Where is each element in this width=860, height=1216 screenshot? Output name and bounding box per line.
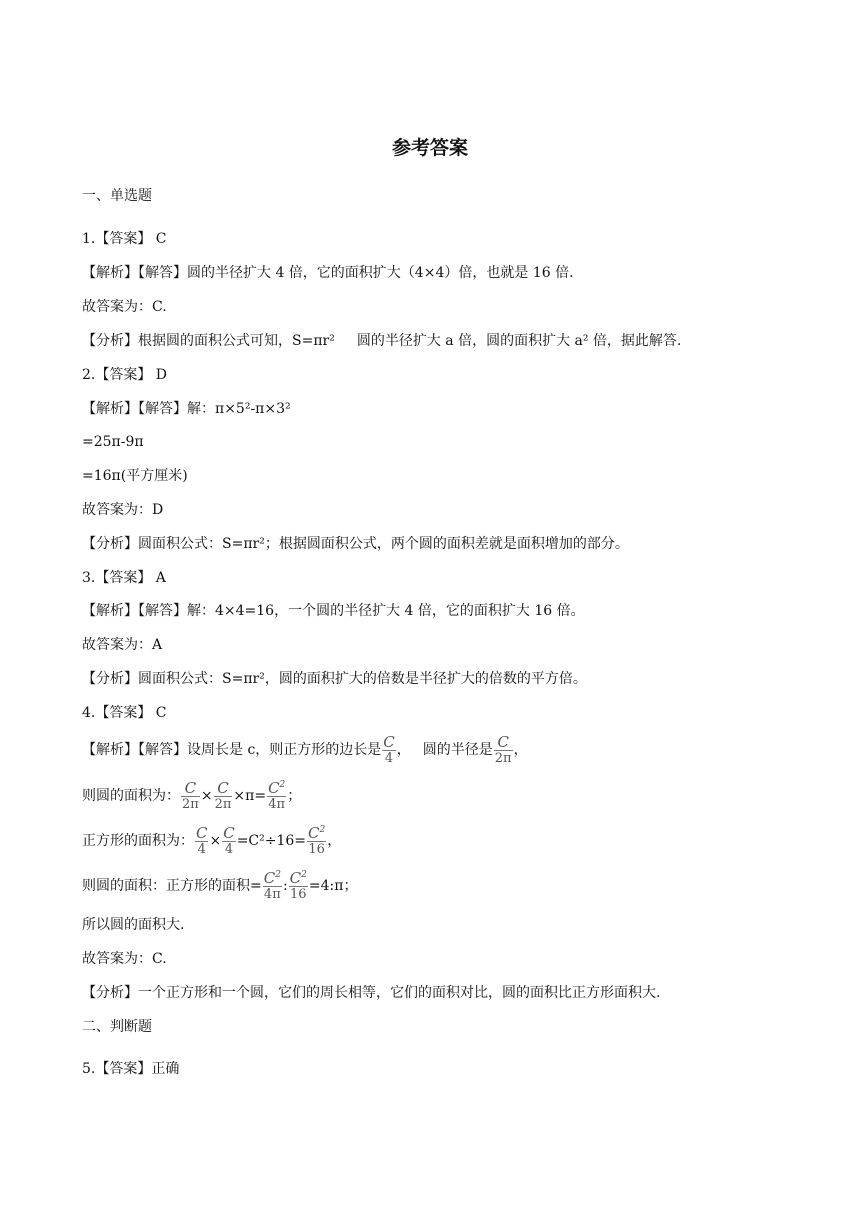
- q5-answer: 5.【答案】正确: [82, 1061, 180, 1077]
- q4-conclusion: 故答案为：C.: [82, 951, 167, 967]
- q4-ratio-label: 则圆的面积：正方形的面积=: [82, 878, 262, 894]
- q4-square-area: 正方形的面积为： $\frac{C}{4}$ × $\frac{C}{4}$ =C²÷16= $\frac{C^2}{16}$ ，: [82, 824, 342, 857]
- q4-answer: 4.【答案】 C: [82, 705, 167, 721]
- q4-analysis-side: 【解析】【解答】设周长是 c，则正方形的边长是: [82, 742, 382, 758]
- q1-note: [82, 331, 681, 351]
- q4-ratio: 则圆的面积：正方形的面积= $\frac{C^2}{4\pi}$ : $\frac{C^2}{16}$ =4:π；: [82, 869, 358, 902]
- q2-analysis: 【解析】【解答】解：π×5²-π×3²: [82, 401, 291, 417]
- q4-analysis-radius: 圆的半径是: [422, 742, 493, 758]
- fraction-c2-over-16: $\frac{C^2}{16}$: [289, 869, 307, 902]
- fraction-c2-over-16: $\frac{C^2}{16}$: [308, 824, 326, 857]
- page-title: 参考答案: [391, 137, 468, 159]
- fraction-c-over-2pi: $\frac{C}{2\pi}$: [182, 779, 199, 812]
- q3-answer: 3.【答案】 A: [82, 570, 166, 586]
- q4-so: 所以圆的面积大.: [82, 917, 185, 933]
- q4-circle-area: 则圆的面积为： $\frac{C}{2\pi}$ × $\frac{C}{2\pi}$ ×π= $\frac{C^2}{4\pi}$ ；: [82, 779, 302, 812]
- q4-circle-area-label: 则圆的面积为：: [82, 788, 180, 804]
- q2-conclusion: 故答案为：D: [82, 502, 164, 518]
- fraction-c-over-4: $\frac{C}{4}$: [223, 824, 235, 857]
- q3-note: 【分析】圆面积公式：S=πr²，圆的面积扩大的倍数是半径扩大的倍数的平方倍。: [82, 671, 587, 687]
- section-heading-true-false: 二、判断题: [82, 1019, 152, 1035]
- q4-square-mid: =C²÷16=: [236, 833, 307, 849]
- q2-step1: =25π-9π: [82, 434, 144, 450]
- fraction-c2-over-4pi: $\frac{C^2}{4\pi}$: [268, 779, 286, 812]
- q4-ratio-result: =4:π；: [308, 878, 358, 894]
- q1-conclusion: 故答案为：C.: [82, 299, 167, 315]
- q4-note: 【分析】一个正方形和一个圆，它们的周长相等，它们的面积对比，圆的面积比正方形面积大.: [82, 985, 661, 1001]
- section-heading-single-choice: 一、单选题: [82, 188, 152, 204]
- q3-conclusion: 故答案为：A: [82, 637, 163, 653]
- q2-note: 【分析】圆面积公式：S=πr²；根据圆面积公式，两个圆的面积差就是面积增加的部分。: [82, 536, 629, 552]
- q2-answer: 2.【答案】 D: [82, 367, 168, 383]
- q2-step2: =16π(平方厘米): [82, 468, 188, 484]
- q4-analysis: 【解析】【解答】设周长是 c，则正方形的边长是 $\frac{C}{4}$ ， 圆的半径是 $\frac{C}{2\pi}$ ，: [82, 733, 528, 766]
- fraction-c-over-2pi: $\frac{C}{2\pi}$: [494, 733, 512, 766]
- q3-analysis: 【解析】【解答】解：4×4=16，一个圆的半径扩大 4 倍，它的面积扩大 16 倍。: [82, 603, 585, 619]
- fraction-c-over-4: $\frac{C}{4}$: [196, 824, 208, 857]
- q1-note-formula: 【分析】根据圆的面积公式可知，S=πr²: [82, 333, 335, 349]
- q1-analysis: 【解析】【解答】圆的半径扩大 4 倍，它的面积扩大（4×4）倍，也就是 16 倍.: [82, 265, 574, 281]
- q4-square-area-label: 正方形的面积为：: [82, 833, 194, 849]
- fraction-c-over-2pi: $\frac{C}{2\pi}$: [214, 779, 232, 812]
- q1-note-rule: 圆的半径扩大 a 倍，圆的面积扩大 a² 倍，据此解答.: [356, 333, 682, 349]
- q1-answer: 1.【答案】 C: [82, 231, 167, 247]
- fraction-c-over-4: $\frac{C}{4}$: [383, 733, 395, 766]
- fraction-c2-over-4pi: $\frac{C^2}{4\pi}$: [263, 869, 281, 902]
